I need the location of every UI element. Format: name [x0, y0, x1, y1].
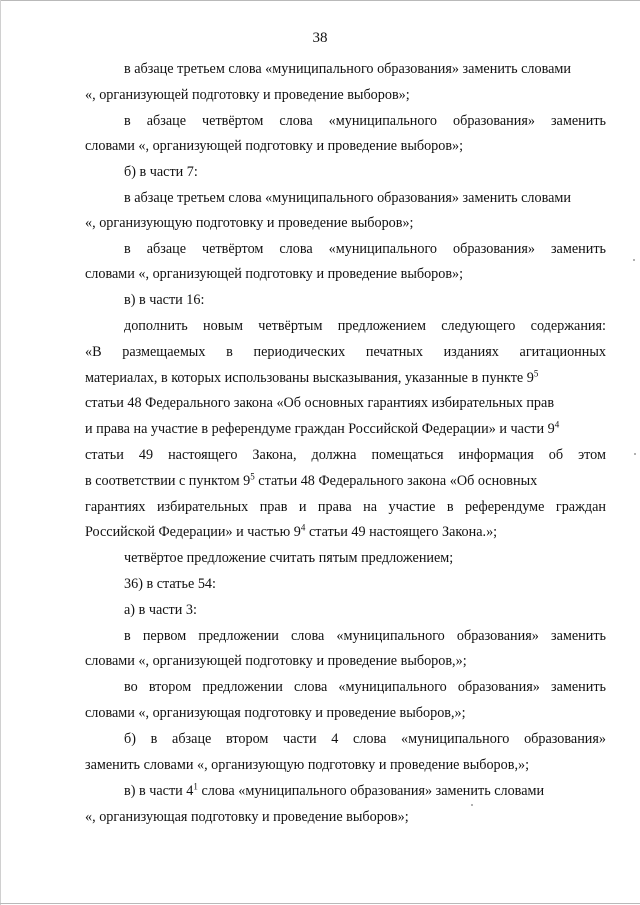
superscript: 1 — [193, 781, 198, 792]
text-line — [124, 782, 544, 800]
text-line: б) в абзаце втором части 4 слова «муниципального образования» — [124, 731, 606, 747]
superscript: 4 — [300, 522, 306, 533]
scan-edge-left — [0, 0, 1, 905]
scan-edge-bottom — [0, 903, 640, 904]
superscript: 5 — [250, 471, 255, 482]
text-line: словами «, организующей подготовку и проведение выборов,»; — [85, 653, 467, 669]
text-span: Российской Федерации» и частью 9 — [85, 524, 301, 540]
text-line: в абзаце третьем слова «муниципального образования» заменить словами — [124, 61, 571, 77]
text-line: в абзаце четвёртом слова «муниципального образования» заменить — [124, 241, 606, 257]
text-span: материалах, в которых использованы высказывания, указанные в пункте 9 — [85, 370, 534, 386]
text-span: и права на участие в референдуме граждан Российской Федерации» и части 9 — [85, 421, 555, 437]
text-span: в) в части 4 — [124, 783, 194, 799]
scan-speck — [633, 259, 635, 261]
text-line: статьи 48 Федерального закона «Об основных гарантиях избирательных прав — [85, 395, 555, 411]
text-line: а) в части 3: — [124, 602, 197, 618]
scan-edge-top — [0, 0, 640, 1]
text-line: в абзаце четвёртом слова «муниципального образования» заменить — [124, 113, 606, 129]
scan-speck — [471, 804, 473, 806]
text-line: в) в части 16: — [124, 292, 205, 308]
text-line: гарантиях избирательных прав и права на участие в референдуме граждан — [85, 499, 606, 515]
text-line: в абзаце третьем слова «муниципального образования» заменить словами — [124, 190, 571, 206]
superscript: 5 — [533, 368, 539, 379]
text-line: четвёртое предложение считать пятым предложением; — [124, 550, 454, 566]
text-line: словами «, организующей подготовку и проведение выборов»; — [85, 138, 464, 154]
text-line — [85, 523, 497, 541]
text-line: «, организующей подготовку и проведение выборов»; — [85, 87, 410, 103]
superscript: 4 — [554, 419, 560, 430]
text-span: статьи 48 Федерального закона «Об основных — [254, 473, 538, 489]
text-line: «, организующую подготовку и проведение выборов»; — [85, 215, 414, 231]
text-line: «, организующая подготовку и проведение выборов»; — [85, 809, 409, 825]
text-line — [85, 369, 538, 387]
text-line: заменить словами «, организующую подготовку и проведение выборов,»; — [85, 757, 530, 773]
text-line: словами «, организующей подготовку и проведение выборов»; — [85, 266, 464, 282]
text-span: статьи 49 настоящего Закона.»; — [305, 524, 498, 540]
text-line: дополнить новым четвёртым предложением следующего содержания: — [124, 318, 606, 334]
text-line: во втором предложении слова «муниципального образования» заменить — [124, 679, 606, 695]
scan-speck — [634, 453, 636, 455]
text-line — [85, 472, 537, 490]
text-span: слова «муниципального образования» заменить словами — [197, 783, 545, 799]
text-line: словами «, организующая подготовку и проведение выборов,»; — [85, 705, 466, 721]
page-number: 38 — [312, 30, 328, 46]
text-line: статьи 49 настоящего Закона, должна помещаться информация об этом — [85, 447, 606, 463]
text-line: 36) в статье 54: — [124, 576, 216, 592]
text-line: «В размещаемых в периодических печатных изданиях агитационных — [85, 344, 606, 360]
text-span: в соответствии с пунктом 9 — [85, 473, 251, 489]
text-line: б) в части 7: — [124, 164, 198, 180]
text-line — [85, 420, 559, 438]
text-line: в первом предложении слова «муниципального образования» заменить — [124, 628, 606, 644]
